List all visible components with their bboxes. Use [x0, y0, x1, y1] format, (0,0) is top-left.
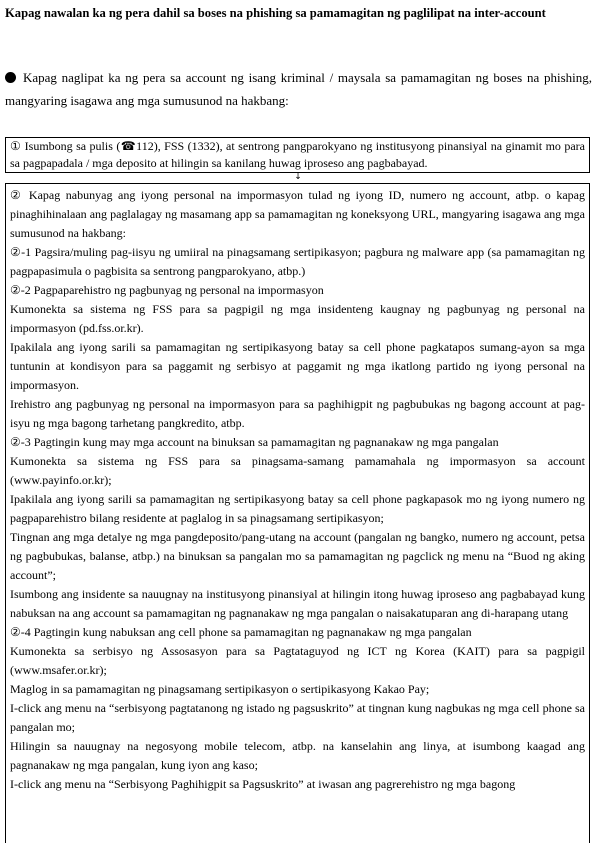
- step-2-paragraph: Tingnan ang mga detalye ng mga pangdeposito/pang-utang na account (pangalan ng bangko, numero ng account, petsa ng pagbubukas, balanse, atbp.) na binuksan sa pangalan mo sa pamamagitan ng pagclick ng menu na “Buod ng aking account”;: [10, 530, 585, 582]
- step-2-paragraph: Ipakilala ang iyong sarili sa pamamagitan ng sertipikasyong batay sa cell phone pagkatapos sumang-ayon sa mga tuntunin at kondisyon para sa paggamit ng serbisyo at paggamit ng mga ikatlong partido ng iyong personal na impormasyon.: [10, 340, 585, 392]
- step-2-paragraph: Kumonekta sa sistema ng FSS para sa pagpigil ng mga insidenteng kaugnay ng pagbunyag ng personal na impormasyon (pd.fss.or.kr).: [10, 302, 585, 335]
- intro-paragraph: [5, 66, 592, 112]
- step-2-paragraph: ② Kapag nabunyag ang iyong personal na impormasyon tulad ng iyong ID, numero ng account, atbp. o kapag pinaghihinalaan ang paglalagay ng masamang app sa pamamagitan ng koneksyong URL, mangyaring isagawa ang mga sumusunod na hakbang:: [10, 188, 585, 240]
- step-2-paragraph: I-click ang menu na “serbisyong pagtatanong ng istado ng pagsuskrito” at tingnan kung nagbukas ng mga cell phone sa pangalan mo;: [10, 701, 585, 734]
- step-2-paragraph: ②-4 Pagtingin kung nabuksan ang cell phone sa pamamagitan ng pagnanakaw ng mga pangalan: [10, 625, 472, 639]
- step-1-box: [5, 137, 590, 173]
- step-2-paragraph: Isumbong ang insidente sa nauugnay na institusyong pinansiyal at hilingin itong huwag iproseso ang pagbabayad kung nabuksan na ang account sa pamamagitan ng pagnanakaw ng mga pangalan o naisakatuparan ang di-harapang utang: [10, 587, 585, 620]
- step-2-paragraph: Kumonekta sa sistema ng FSS para sa pinagsama-samang pamamahala ng impormasyon sa account (www.payinfo.or.kr);: [10, 454, 585, 487]
- document-title: Kapag nawalan ka ng pera dahil sa boses na phishing sa pamamagitan ng paglilipat na inter-account: [5, 6, 546, 20]
- bullet-dot-icon: [5, 72, 16, 83]
- step-2-paragraph: Kumonekta sa serbisyo ng Assosasyon para sa Pagtataguyod ng ICT ng Korea (KAIT) para sa pagpigil (www.msafer.or.kr);: [10, 644, 585, 677]
- step-2-paragraph: Ipakilala ang iyong sarili sa pamamagitan ng sertipikasyong batay sa cell phone pagkapasok mo ng iyong numero ng pagpaparehistro bilang residente at paglalog in sa pinagsamang sertipikasyon;: [10, 492, 585, 525]
- step-2-box: [5, 183, 590, 843]
- step-2-paragraph: Hilingin sa nauugnay na negosyong mobile telecom, atbp. na kanselahin ang linya, at isumbong kaagad ang pagnanakaw ng mga pangalan, kung iyon ang kaso;: [10, 739, 585, 772]
- step-2-paragraph: ②-2 Pagpaparehistro ng pagbunyag ng personal na impormasyon: [10, 283, 324, 297]
- step-2-paragraph: Irehistro ang pagbunyag ng personal na impormasyon para sa paghihigpit ng pagbubukas ng bagong account at pag-isyu ng mga bagong tarhetang pangkredito, atbp.: [10, 397, 585, 430]
- intro-text: Kapag naglipat ka ng pera sa account ng isang kriminal / maysala sa pamamagitan ng boses na phishing, mangyaring isagawa ang mga sumusunod na hakbang:: [5, 70, 592, 108]
- down-arrow-icon: ↓: [294, 172, 302, 182]
- step-2-paragraph: Maglog in sa pamamagitan ng pinagsamang sertipikasyon o sertipikasyong Kakao Pay;: [10, 682, 430, 696]
- step-1-text: ① Isumbong sa pulis (☎112), FSS (1332), at sentrong pangparokyano ng institusyong pinansiyal na ginamit mo para sa pagpapadala / mga deposito at hilingin sa kanilang huwag iproseso ang pagbabayad.: [10, 139, 585, 170]
- step-2-paragraph: ②-3 Pagtingin kung may mga account na binuksan sa pamamagitan ng pagnanakaw ng mga pangalan: [10, 435, 499, 449]
- step-2-paragraph: ②-1 Pagsira/muling pag-iisyu ng umiiral na pinagsamang sertipikasyon; pagbura ng malware app (sa pamamagitan ng pagpapasimula o pagbisita sa sentrong pangparokyano, atbp.): [10, 245, 585, 278]
- step-2-paragraph: I-click ang menu na “Serbisyong Paghihigpit sa Pagsuskrito” at iwasan ang pagrerehistro ng mga bagong: [10, 777, 516, 791]
